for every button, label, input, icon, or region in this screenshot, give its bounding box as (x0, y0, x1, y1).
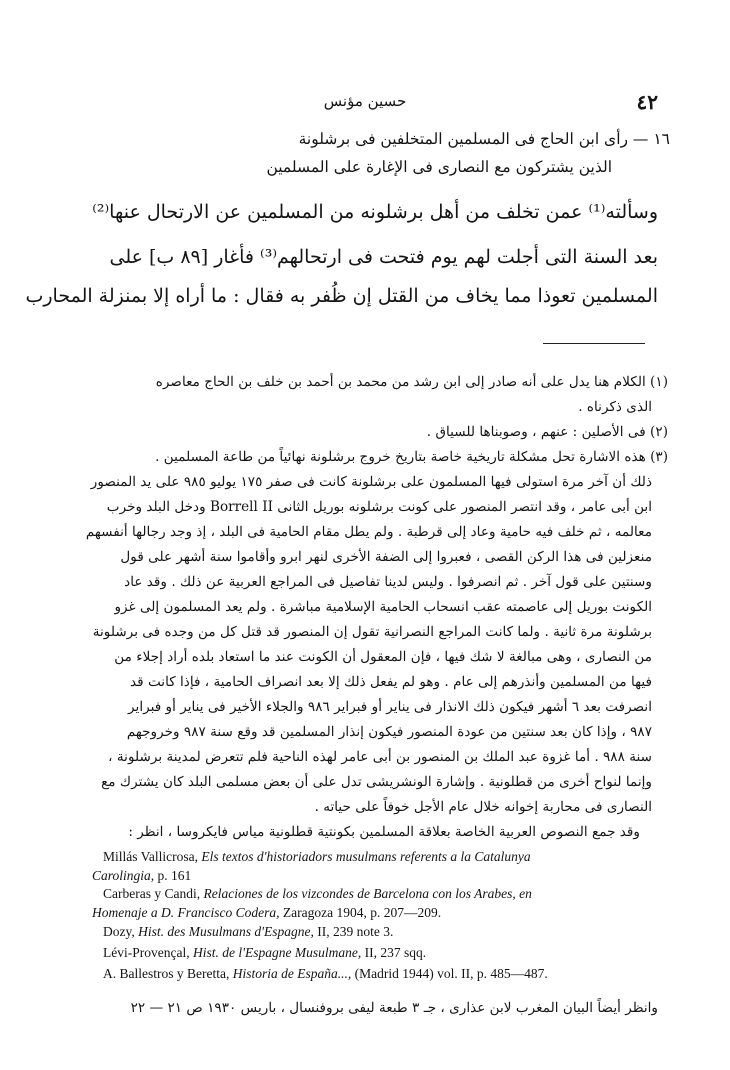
section-heading-line-1: ١٦ — رأى ابن الحاج فى المسلمين المتخلفين فى برشلونة (298, 130, 670, 148)
reference-details: II, 237 sqq. (364, 945, 427, 960)
footnote-line: (٢) فى الأصلين : عنهم ، وصوبناها للسياق . (426, 424, 668, 440)
footnote-line: انصرفت بعد ٦ أشهر فيكون ذلك الانذار فى يناير أو فبراير ٩٨٦ والجلاء الأخير فى يناير أو فبراير (128, 699, 652, 715)
reference-entry (103, 943, 703, 963)
footnote-line: النصارى فى محاربة إخوانه خلال عام الأجل خوفاً على حياته . (314, 799, 652, 815)
reference-title: Els textos d'historiadors musulmans referents a la Catalunya (201, 849, 531, 864)
reference-title-continued: Carolingia, (92, 868, 155, 883)
footnote-line: فيها من المسلمين وأنذرهم إلى عام . وهو لم يفعل ذلك إلا بعد انصراف الحامية ، فإذا كانت قد (130, 674, 652, 690)
reference-entry (103, 964, 703, 984)
reference-author: Carberas y Candi, (103, 886, 201, 901)
reference-details: (Madrid 1944) vol. II, p. 485—487. (354, 966, 548, 981)
footnote-line: برشلونة مرة ثانية . ولما كانت المراجع النصرانية تقول إن المنصور قد قتل كل من وجده فى برشلونة (92, 624, 652, 640)
reference-title: Hist. des Musulmans d'Espagne, (138, 924, 314, 939)
body-text-line: بعد السنة التى أجلت لهم يوم فتحت فى ارتحالهم⁽³⁾ فأغار [٨٩ ب] على (109, 246, 658, 268)
footnote-line: منعزلين فى هذا الركن القصى ، فعبروا إلى الضفة الأخرى لنهر ابرو وأقاموا سنة أشهر على قول (120, 549, 652, 565)
reference-title: Relaciones de los vizcondes de Barcelona con los Arabes, en (203, 886, 532, 901)
footnote-line: ذلك أن آخر مرة استولى فيها المسلمون على برشلونة كانت فى صفر ١٧٥ يوليو ٩٨٥ على يد المنصور (90, 474, 652, 490)
reference-author: A. Ballestros y Beretta, (103, 966, 230, 981)
reference-entry (103, 922, 703, 942)
reference-entry (103, 847, 703, 867)
body-text-line: وسألته⁽¹⁾ عمن تخلف من أهل برشلونه من المسلمين عن الارتحال عنها⁽²⁾ (92, 201, 658, 223)
footnote-line: وسنتين على قول آخر . ثم انصرفوا . وليس لدينا تفاصيل فى المراجع العربية عن ذلك . وقد عاد (124, 574, 652, 590)
footnote-line: الكونت بوريل إلى عاصمته عقب انسحاب الحامية الإسلامية مباشرة . ولم يعد المسلمون إلى غزو (114, 599, 652, 615)
reference-title: Hist. de l'Espagne Musulmane, (192, 945, 362, 960)
reference-title: Historia de España..., (232, 966, 352, 981)
reference-title-continued: Homenaje a D. Francisco Codera, (92, 905, 280, 920)
footnote-line: (٣) هذه الاشارة تحل مشكلة تاريخية خاصة بتاريخ خروج برشلونة نهائياً من طاعة المسلمين . (155, 449, 668, 465)
reference-author: Dozy, (103, 924, 135, 939)
footnote-line: ابن أبى عامر ، وقد انتصر المنصور على كونت برشلونه بوريل الثانى Borrell II ودخل البلد وخرب (106, 499, 652, 515)
reference-details: II, 239 note 3. (317, 924, 394, 939)
reference-entry-continued (92, 903, 692, 923)
section-heading-line-2: الذين يشتركون مع النصارى فى الإغارة على المسلمين (266, 158, 612, 176)
reference-details: p. 161 (157, 868, 192, 883)
footnote-line: سنة ٩٨٨ . أما غزوة عبد الملك بن المنصور بن أبى عامر لهذه الناحية فلم تتعرض لمدينة برشلونة ، (108, 749, 652, 765)
running-title: حسين مؤنس (323, 92, 407, 110)
footnote-line: معالمه ، ثم خلف فيه حامية وعاد إلى قرطبة . ولم يطل مقام الحامية فى البلد ، إذ وجد رجالها أنفسهم (85, 524, 652, 540)
reference-details: Zaragoza 1904, p. 207—209. (282, 905, 442, 920)
reference-entry (103, 884, 703, 904)
footnote-line: ٩٨٧ ، وإذا كان بعد سنتين من عودة المنصور فيكون إنذار المسلمين قد وقع سنة ٩٨٧ وخروجهم (126, 724, 652, 740)
footnote-line: وإنما لنواح أخرى من قطلونية . وإشارة الونشريشى تدل على أن بعض مسلمى البلد كان يشترك مع (101, 774, 652, 790)
reference-entry-continued (92, 866, 692, 886)
page-number: ٤٢ (636, 90, 658, 114)
reference-author: Millás Vallicrosa, (103, 849, 198, 864)
footnote-line: وقد جمع النصوص العربية الخاصة بعلاقة المسلمين بكونتية قطلونية مياس فايكروسا ، انظر : (128, 824, 640, 840)
footnote-line: الذى ذكرناه . (578, 399, 652, 415)
reference-author: Lévi-Provençal, (103, 945, 190, 960)
footnote-line: (١) الكلام هنا يدل على أنه صادر إلى ابن رشد من محمد بن أحمد بن خلف بن الحاج معاصره (155, 374, 668, 390)
body-text-line: المسلمين تعوذا مما يخاف من القتل إن ظُفر به فقال : ما أراه إلا بمنزلة المحارب (25, 285, 658, 307)
footnote-line: من النصارى ، وهى مبالغة لا شك فيها ، فإن المعقول أن الكونت عند ما استعاد بلده أراد إجلاء من (114, 649, 652, 665)
footnote-separator (543, 343, 645, 344)
final-reference-line: وانظر أيضاً البيان المغرب لابن عذارى ، جـ ٣ طبعة ليفى بروفنسال ، باريس ١٩٣٠ ص ٢١ — ٢٢ (130, 1000, 658, 1016)
